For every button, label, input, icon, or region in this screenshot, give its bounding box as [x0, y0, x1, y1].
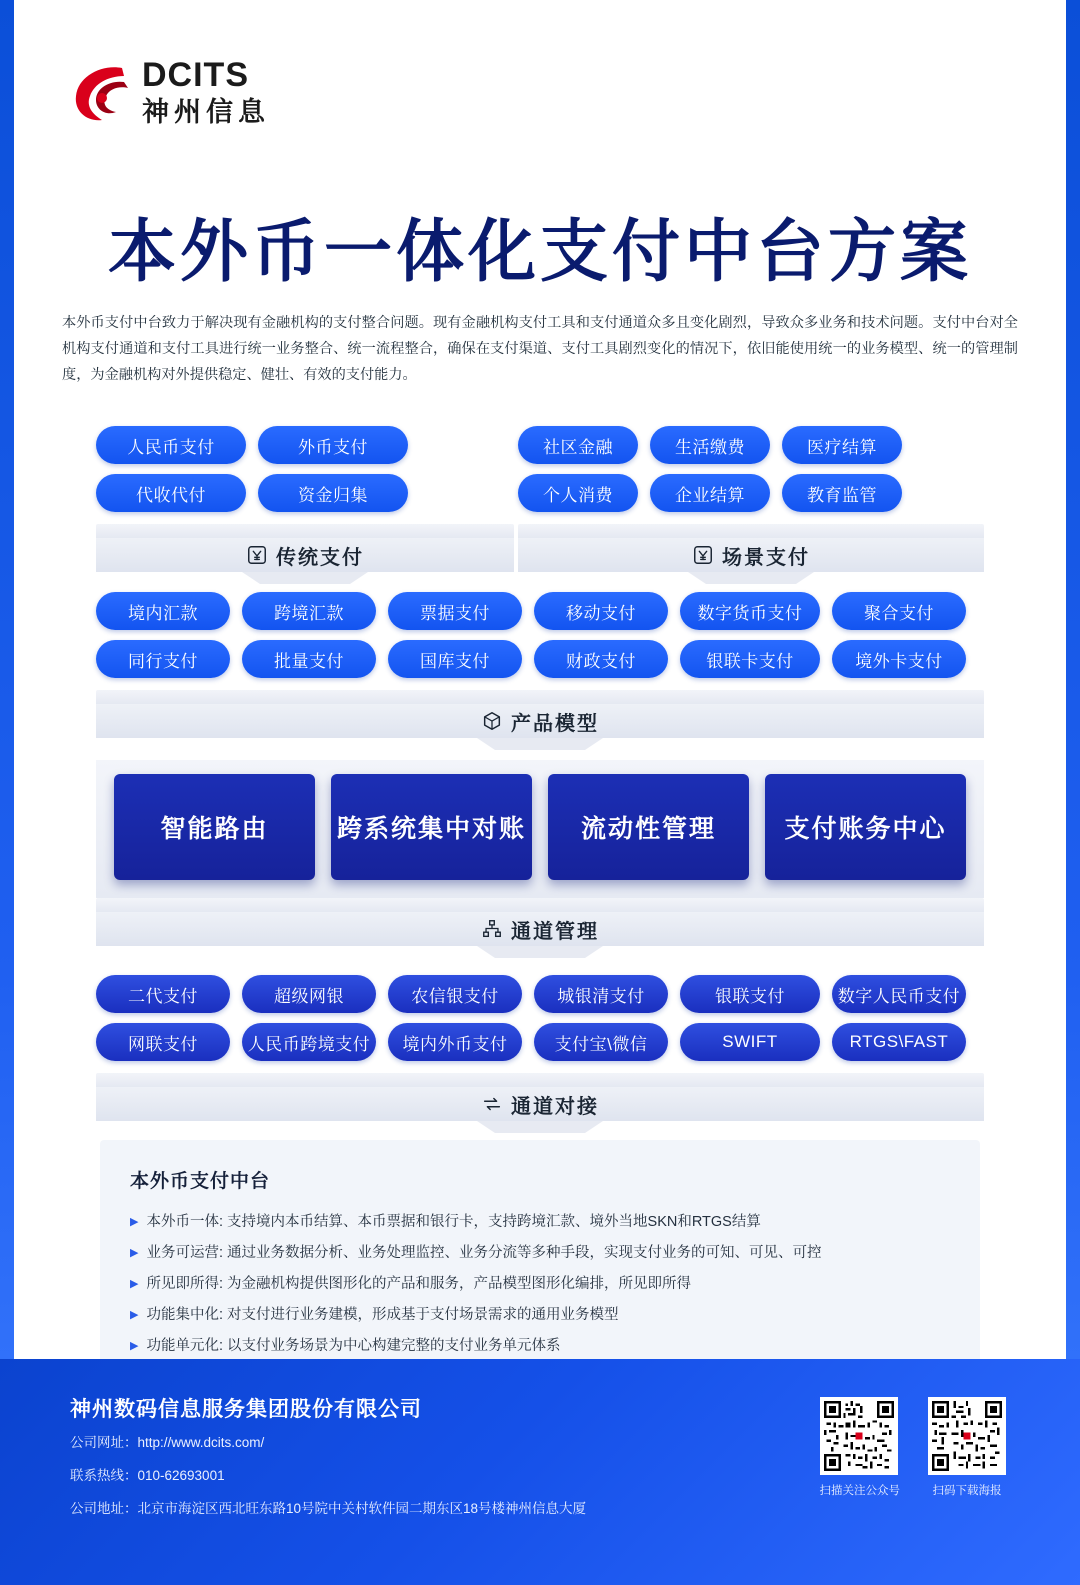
- pill-item[interactable]: 境内外币支付: [388, 1023, 522, 1061]
- section-product-model: [96, 592, 984, 738]
- pill-item[interactable]: 资金归集: [258, 474, 408, 512]
- page-title: 本外币一体化支付中台方案: [107, 214, 972, 290]
- shelf-label: 场景支付: [722, 546, 810, 569]
- pill-row: [96, 1023, 984, 1061]
- shelf-notch: [465, 946, 615, 958]
- pill-item[interactable]: 个人消费: [518, 474, 638, 512]
- pill-item[interactable]: 城银清支付: [534, 975, 668, 1013]
- pill-item[interactable]: 超级网银: [242, 975, 376, 1013]
- shelf-label-bar: [96, 704, 984, 738]
- qr-code-icon: [928, 1397, 1006, 1475]
- pill-item[interactable]: 聚合支付: [832, 592, 966, 630]
- shelf-label: 通道对接: [511, 1095, 599, 1118]
- qr-code-icon: [820, 1397, 898, 1475]
- shelf: [518, 524, 984, 572]
- section-traditional-payment: [96, 426, 514, 572]
- pill-row: [96, 640, 984, 678]
- shelf-notch: [465, 1121, 615, 1133]
- triangle-bullet-icon: ▶: [130, 1340, 139, 1352]
- triangle-bullet-icon: ▶: [130, 1309, 139, 1321]
- card-item[interactable]: 流动性管理: [548, 774, 749, 880]
- shelf-label-bar: [518, 538, 984, 572]
- footer-hotline: 联系热线：010-62693001: [70, 1468, 225, 1483]
- brand-logo: [72, 58, 270, 128]
- pill-item[interactable]: 移动支付: [534, 592, 668, 630]
- shelf: [96, 898, 984, 946]
- pill-item[interactable]: 教育监管: [782, 474, 902, 512]
- pill-item[interactable]: 代收代付: [96, 474, 246, 512]
- card-item[interactable]: 支付账务中心: [765, 774, 966, 880]
- pill-item[interactable]: 二代支付: [96, 975, 230, 1013]
- pill-grid: [96, 592, 984, 678]
- pill-item[interactable]: 批量支付: [242, 640, 376, 678]
- pill-item[interactable]: 银联支付: [680, 975, 820, 1013]
- pill-item[interactable]: 外币支付: [258, 426, 408, 464]
- triangle-bullet-icon: ▶: [130, 1216, 139, 1228]
- dcits-swoosh-logo-icon: [72, 62, 132, 124]
- pill-item[interactable]: 境内汇款: [96, 592, 230, 630]
- pill-item[interactable]: 农信银支付: [388, 975, 522, 1013]
- list-item-text: 业务可运营: 通过业务数据分析、业务处理监控、业务分流等多种手段，实现支付业务的可知、可见、可控: [146, 1245, 822, 1261]
- pill-row: [518, 426, 984, 464]
- shelf: [96, 524, 514, 572]
- shelf-label-bar: [96, 1087, 984, 1121]
- pill-item[interactable]: 网联支付: [96, 1023, 230, 1061]
- pill-row: [96, 975, 984, 1013]
- pill-row: [96, 592, 984, 630]
- pill-row: [518, 474, 984, 512]
- card-row: [96, 760, 984, 898]
- pill-item[interactable]: 境外卡支付: [832, 640, 966, 678]
- qr-caption: 扫描关注公众号: [819, 1485, 900, 1497]
- shelf-label-bar: [96, 538, 514, 572]
- yuan-badge-icon: [692, 544, 714, 566]
- shelf: [96, 1073, 984, 1121]
- list-item: [130, 1238, 950, 1269]
- list-item: [130, 1300, 950, 1331]
- pill-item[interactable]: 人民币跨境支付: [242, 1023, 376, 1061]
- pill-item[interactable]: 票据支付: [388, 592, 522, 630]
- shelf: [96, 690, 984, 738]
- footer-website[interactable]: 公司网址：http://www.dcits.com/: [70, 1435, 265, 1450]
- pill-item[interactable]: 数字人民币支付: [832, 975, 966, 1013]
- pill-row: [96, 426, 514, 464]
- list-item: [130, 1269, 950, 1300]
- list-item-text: 本外币一体: 支持境内本币结算、本币票据和银行卡，支持跨境汇款、境外当地SKN和RTGS结算: [146, 1214, 761, 1230]
- section-scenario-payment: [518, 426, 984, 572]
- section-channel-docking: [96, 975, 984, 1121]
- intro-paragraph: 本外币支付中台致力于解决现有金融机构的支付整合问题。现有金融机构支付工具和支付通道众多且变化剧烈，导致众多业务和技术问题。支付中台对全机构支付通道和支付工具进行统一业务整合、统一流程整合，确保在支付渠道、支付工具剧烈变化的情况下，依旧能使用统一的业务模型、统一的管理制度，为金融机构对外提供稳定、健壮、有效的支付能力。: [62, 315, 1018, 383]
- pill-item[interactable]: 生活缴费: [650, 426, 770, 464]
- pill-item[interactable]: SWIFT: [680, 1023, 820, 1061]
- list-item-text: 功能单元化: 以支付业务场景为中心构建完整的支付业务单元体系: [146, 1338, 561, 1354]
- footer-address: 公司地址：北京市海淀区西北旺东路10号院中关村软件园二期东区18号楼神州信息大厦: [70, 1501, 587, 1516]
- pill-grid: [96, 975, 984, 1061]
- shelf-notch: [676, 572, 826, 584]
- shelf-label: 通道管理: [511, 920, 599, 943]
- list-item: [130, 1331, 950, 1362]
- shelf-label: 传统支付: [276, 546, 364, 569]
- qr-item: [820, 1397, 901, 1498]
- section-channel-management: [96, 760, 984, 946]
- pill-item[interactable]: 银联卡支付: [680, 640, 820, 678]
- qr-caption: 扫码下载海报: [932, 1485, 1002, 1497]
- pill-grid: [96, 426, 514, 512]
- brand-name-cn: 神州信息: [142, 96, 270, 127]
- triangle-bullet-icon: ▶: [130, 1247, 139, 1259]
- qr-group: [820, 1397, 1007, 1498]
- shelf-label-bar: [96, 912, 984, 946]
- card-item[interactable]: 智能路由: [114, 774, 315, 880]
- pill-item[interactable]: 国库支付: [388, 640, 522, 678]
- pill-item[interactable]: 跨境汇款: [242, 592, 376, 630]
- pill-item[interactable]: 医疗结算: [782, 426, 902, 464]
- pill-item[interactable]: 财政支付: [534, 640, 668, 678]
- org-chart-icon: [481, 918, 503, 940]
- list-item-text: 功能集中化: 对支付进行业务建模，形成基于支付场景需求的通用业务模型: [146, 1307, 619, 1323]
- pill-row: [96, 474, 514, 512]
- list-item-text: 所见即所得: 为金融机构提供图形化的产品和服务，产品模型图形化编排，所见即所得: [146, 1276, 692, 1292]
- pill-grid: [518, 426, 984, 512]
- pill-item[interactable]: 人民币支付: [96, 426, 246, 464]
- pill-item[interactable]: RTGS\FAST: [832, 1023, 966, 1061]
- pill-item[interactable]: 同行支付: [96, 640, 230, 678]
- shelf-notch: [465, 738, 615, 750]
- qr-item: [928, 1397, 1006, 1498]
- yuan-badge-icon: [246, 544, 268, 566]
- pill-item[interactable]: 企业结算: [650, 474, 770, 512]
- triangle-bullet-icon: ▶: [130, 1278, 139, 1290]
- footer: [0, 1359, 1080, 1585]
- pill-item[interactable]: 社区金融: [518, 426, 638, 464]
- shelf-label: 产品模型: [511, 712, 599, 735]
- exchange-icon: [481, 1093, 503, 1115]
- brand-name-en: DCITS: [142, 56, 249, 94]
- shelf-notch: [230, 572, 380, 584]
- list-item: [130, 1207, 950, 1238]
- card-item[interactable]: 跨系统集中对账: [331, 774, 532, 880]
- footer-company-name: 神州数码信息服务集团股份有限公司: [70, 1398, 422, 1421]
- panel-title: 本外币支付中台: [130, 1171, 271, 1192]
- cube-icon: [481, 710, 503, 732]
- pill-item[interactable]: 数字货币支付: [680, 592, 820, 630]
- pill-item[interactable]: 支付宝\微信: [534, 1023, 668, 1061]
